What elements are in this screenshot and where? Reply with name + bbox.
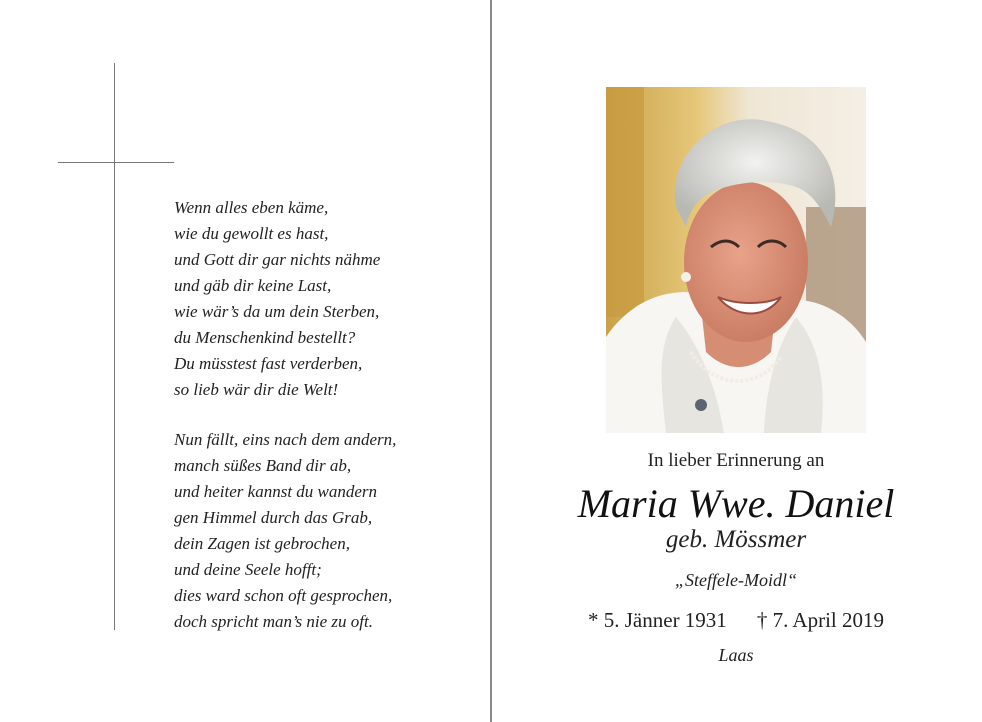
maiden-name: geb. Mössmer [665,526,807,553]
cross-icon-horizontal [58,162,174,163]
poem-line: dein Zagen ist gebrochen, [174,534,350,553]
poem-line: wie du gewollt es hast, [174,224,329,243]
poem-line: so lieb wär dir die Welt! [174,380,339,399]
cross-icon-vertical [114,63,115,630]
poem-stanza-2 [174,427,396,635]
memorial-intro: In lieber Erinnerung an [647,450,825,471]
poem-line: du Menschenkind bestellt? [174,328,356,347]
poem-line: und deine Seele hofft; [174,560,322,579]
poem-line: wie wär’s da um dein Sterben, [174,302,380,321]
poem-line: und heiter kannst du wandern [174,482,378,501]
poem-line: dies ward schon oft gesprochen, [174,586,393,605]
portrait-photo [606,87,866,433]
poem-line: Nun fällt, eins nach dem andern, [174,430,397,449]
nickname: „Steffele-Moidl“ [675,570,797,590]
deceased-name: Maria Wwe. Daniel [577,481,895,526]
poem-line: Du müsstest fast verderben, [174,354,363,373]
poem-line: manch süßes Band dir ab, [174,456,352,475]
place-name: Laas [718,645,754,665]
poem-stanza-1 [174,195,396,403]
poem-line: und gäb dir keine Last, [174,276,332,295]
life-dates [500,608,972,633]
poem-line: gen Himmel durch das Grab, [174,508,373,527]
card-fold-line [490,0,492,722]
portrait-illustration [606,87,866,433]
poem-line: doch spricht man’s nie zu oft. [174,612,373,631]
death-date: † 7. April 2019 [756,608,884,632]
poem [174,195,396,659]
poem-line: Wenn alles eben käme, [174,198,329,217]
poem-line: und Gott dir gar nichts nähme [174,250,381,269]
birth-date: * 5. Jänner 1931 [588,608,727,632]
